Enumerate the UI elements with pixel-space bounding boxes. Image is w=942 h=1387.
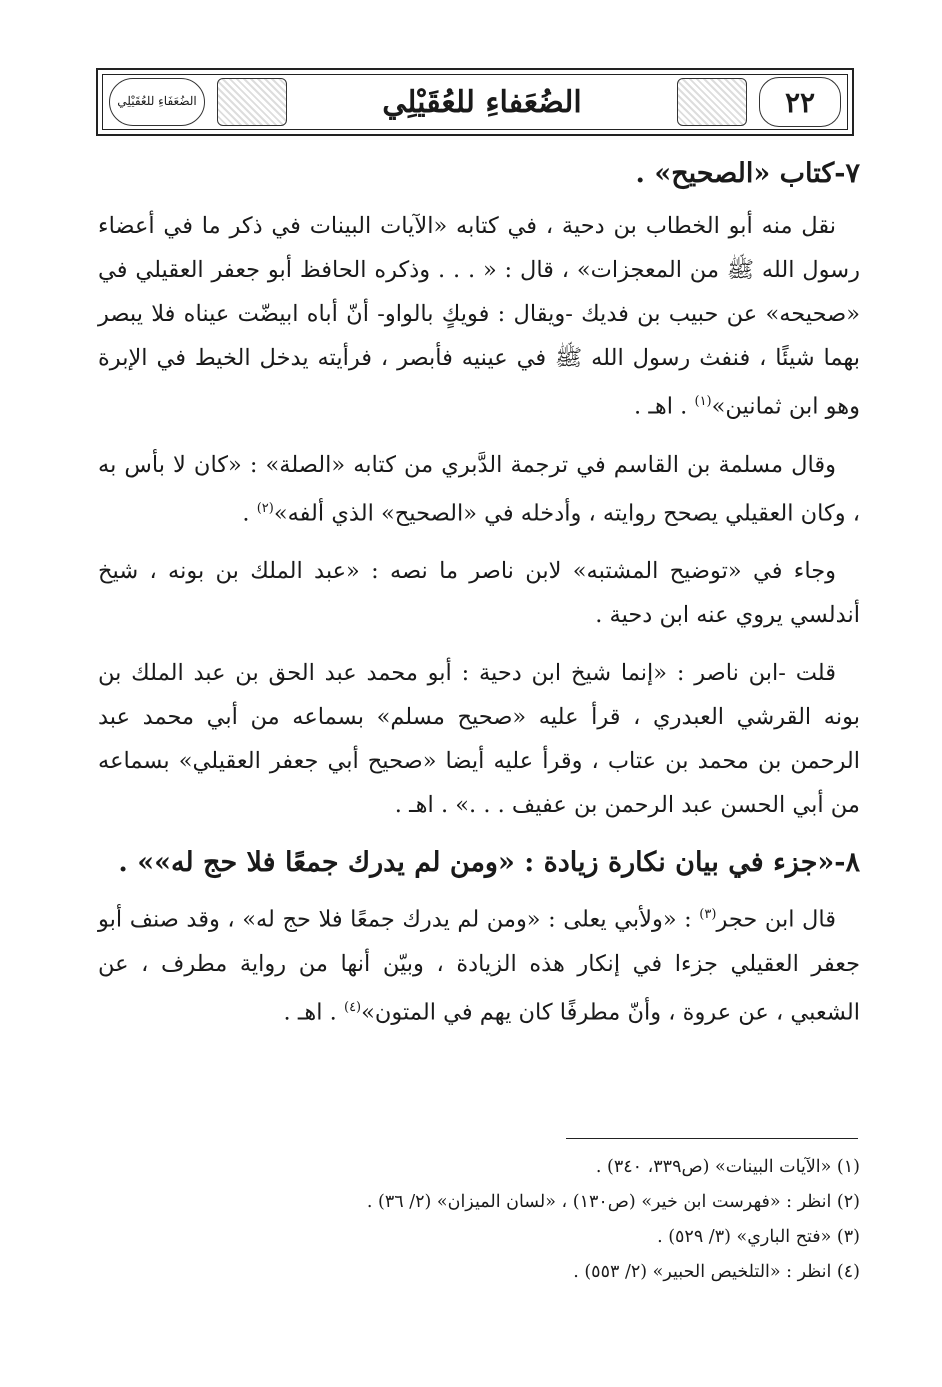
footnotes xyxy=(98,1150,860,1290)
main-text xyxy=(98,148,860,1048)
paragraph: نقل منه أبو الخطاب بن دحية ، في كتابه «الآيات البينات في ذكر ما في أعضاء رسول الله ﷺ من المعجزات» ، قال : « . . . وذكره الحافظ أبو جعفر العقيلي في «صحيحه» عن حبيب بن فديك -ويقال : فويكٍ بالواو- أنّ أباه ابيضّت عيناه فلا يبصر بهما شيئًا ، فنفث رسول الله ﷺ في عينيه فأبصر ، فرأيته يدخل الخيط في الإبرة وهو ابن ثمانين»$^{(١)}$ . اهـ . xyxy=(98,213,860,420)
footnote-divider xyxy=(566,1138,858,1139)
paragraph: قلت -ابن ناصر : «إنما شيخ ابن دحية : أبو محمد عبد الحق بن عبد الملك بن بونه القرشي العبدري ، قرأ عليه «صحيح مسلم» بسماعه من أبي محمد عبد الرحمن بن محمد بن عتاب ، وقرأ عليه أيضا «صحيح أبي جعفر العقيلي» بسماعه من أبي الحسن عبد الرحمن بن عفيف . . .» . اهـ . xyxy=(98,660,860,818)
header-frame xyxy=(102,74,848,130)
running-title: الضُعَفاءِ للعُقَيْلِي xyxy=(382,84,582,120)
page-header xyxy=(96,68,854,136)
footnote: (٤) انظر : «التلخيص الحبير» (٢/ ٥٥٣) . xyxy=(573,1262,860,1282)
book-logo-emblem xyxy=(109,78,205,126)
footnote-ref[interactable]: (٣) xyxy=(699,907,717,922)
paragraph: قال ابن حجر$^{(٣)}$ : «ولأبي يعلى : «ومن لم يدرك جمعًا فلا حج له» ، وقد صنف أبو جعفر العقيلي جزءا في إنكار هذه الزيادة ، وبيّن أنها من رواية مطرف ، عن الشعبي ، عن عروة ، وأنّ مطرفًا كان يهم في المتون»$^{(٤)}$ . اهـ . xyxy=(98,906,860,1025)
paragraph: وقال مسلمة بن القاسم في ترجمة الدَّبري من كتابه «الصلة» : «كان لا بأس به ، وكان العقيلي يصحح روايته ، وأدخله في «الصحيح» الذي ألفه»$^{(٢)}$ . xyxy=(98,451,860,526)
ornament-right-icon xyxy=(677,78,747,126)
section-7-heading: ٧-كتاب «الصحيح» . xyxy=(635,158,860,189)
ornament-left-icon xyxy=(217,78,287,126)
paragraph: وجاء في «توضيح المشتبه» لابن ناصر ما نصه : «عبد الملك بن بونه ، شيخ أندلسي يروي عنه ابن دحية . xyxy=(98,558,860,628)
footnote: (٣) «فتح الباري» (٣/ ٥٢٩) . xyxy=(657,1227,860,1247)
footnote-ref[interactable]: (١) xyxy=(694,394,712,409)
footnote: (٢) انظر : «فهرست ابن خير» (ص١٣٠) ، «لسان الميزان» (٢/ ٣٦) . xyxy=(366,1192,860,1212)
footnote-ref[interactable]: (٤) xyxy=(343,999,362,1015)
footnote-ref[interactable]: (٢) xyxy=(256,500,274,516)
page-number: ٢٢ xyxy=(759,77,841,127)
section-8-heading: ٨-«جزء في بيان نكارة زيادة : «ومن لم يدرك جمعًا فلا حج له»» . xyxy=(118,847,860,878)
logo-text: الضُعَفَاءِ للعُقَيْلِي xyxy=(117,94,197,109)
footnote: (١) «الآيات البينات» (ص٣٣٩، ٣٤٠) . xyxy=(595,1157,860,1177)
